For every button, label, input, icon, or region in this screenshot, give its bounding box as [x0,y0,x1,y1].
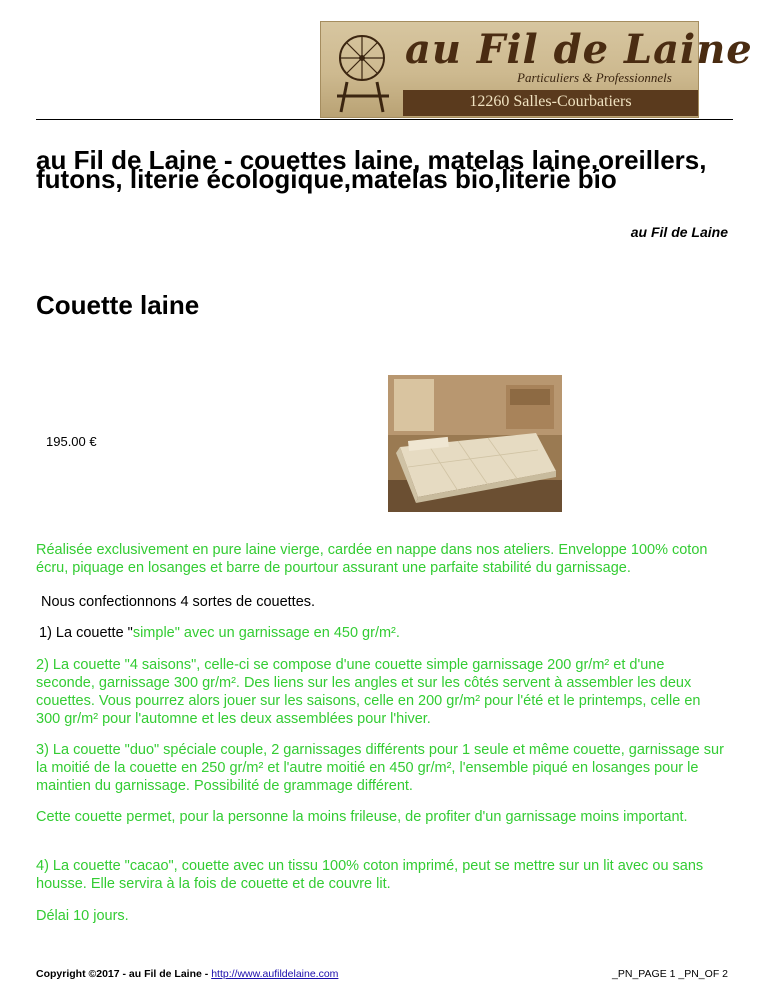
intro-paragraph: Réalisée exclusivement en pure laine vierge, cardée en nappe dans nos ateliers. Enveloppe 100% coton écru, piquage en losanges et barre de pourtour assurant une parfaite stabilité du garnissage. [36,542,708,576]
duvet-product-photo [388,375,562,512]
duvet-type-3: 3) La couette "duo" spéciale couple, 2 garnissages différents pour 1 seule et même couette, garnissage sur la moitié de la couette en 250 gr/m² et l'autre moitié en 450 gr/m², l'ensemble piqué en losanges pour le maintien du garnissage. Possibilité de grammage différent. [36,742,724,794]
duvet-type-1 [39,624,729,642]
copyright-text: Copyright ©2017 - au Fil de Laine - [36,968,212,980]
duvet-type-4: 4) La couette "cacao", couette avec un tissu 100% coton imprimé, peut se mettre sur un lit avec ou sans housse. Elle servira à la fois de couette et de couvre lit. [36,858,704,892]
duvet-type-1-prefix: 1) La couette " [39,625,133,641]
site-logo [320,21,753,118]
duvet-type-1-text: simple" avec un garnissage en 450 gr/m². [132,625,400,641]
header-divider [36,119,733,120]
delivery-delay: Délai 10 jours. [36,908,129,924]
spinning-wheel-icon [327,26,397,114]
duvet-type-2: 2) La couette "4 saisons", celle-ci se compose d'une couette simple garnissage 200 gr/m² et d'une seconde, garnissage 300 gr/m². Des liens sur les angles et sur les côtés servent à assembler les deux couettes. Vous pourrez alors jouer sur les saisons, celle en 200 gr/m² pour l'été et le printemps, celle en 300 gr/m² pour l'automne et les deux assemblées pour l'hiver. [36,657,701,727]
author-name: au Fil de Laine [630,224,728,240]
logo-address-bar [403,90,698,116]
product-price: 195.00 € [46,434,97,449]
product-heading: Couette laine [36,290,200,320]
logo-brand: au Fil de Laine [405,26,753,73]
footer-copyright [36,968,338,980]
page-title: au Fil de Laine - couettes laine, matelas laine,oreillers, futons, literie écologique,matelas bio,literie bio [36,145,707,194]
duvet-types-intro: Nous confectionnons 4 sortes de couettes. [41,594,316,610]
website-link[interactable]: http://www.aufildelaine.com [211,968,339,980]
duvet-type-3-note: Cette couette permet, pour la personne la moins frileuse, de profiter d'un garnissage moins important. [36,809,688,825]
logo-tagline: Particuliers & Professionnels [517,70,672,85]
logo-address: 12260 Salles-Courbatiers [469,93,632,110]
page-number: _PN_PAGE 1 _PN_OF 2 [612,968,728,980]
